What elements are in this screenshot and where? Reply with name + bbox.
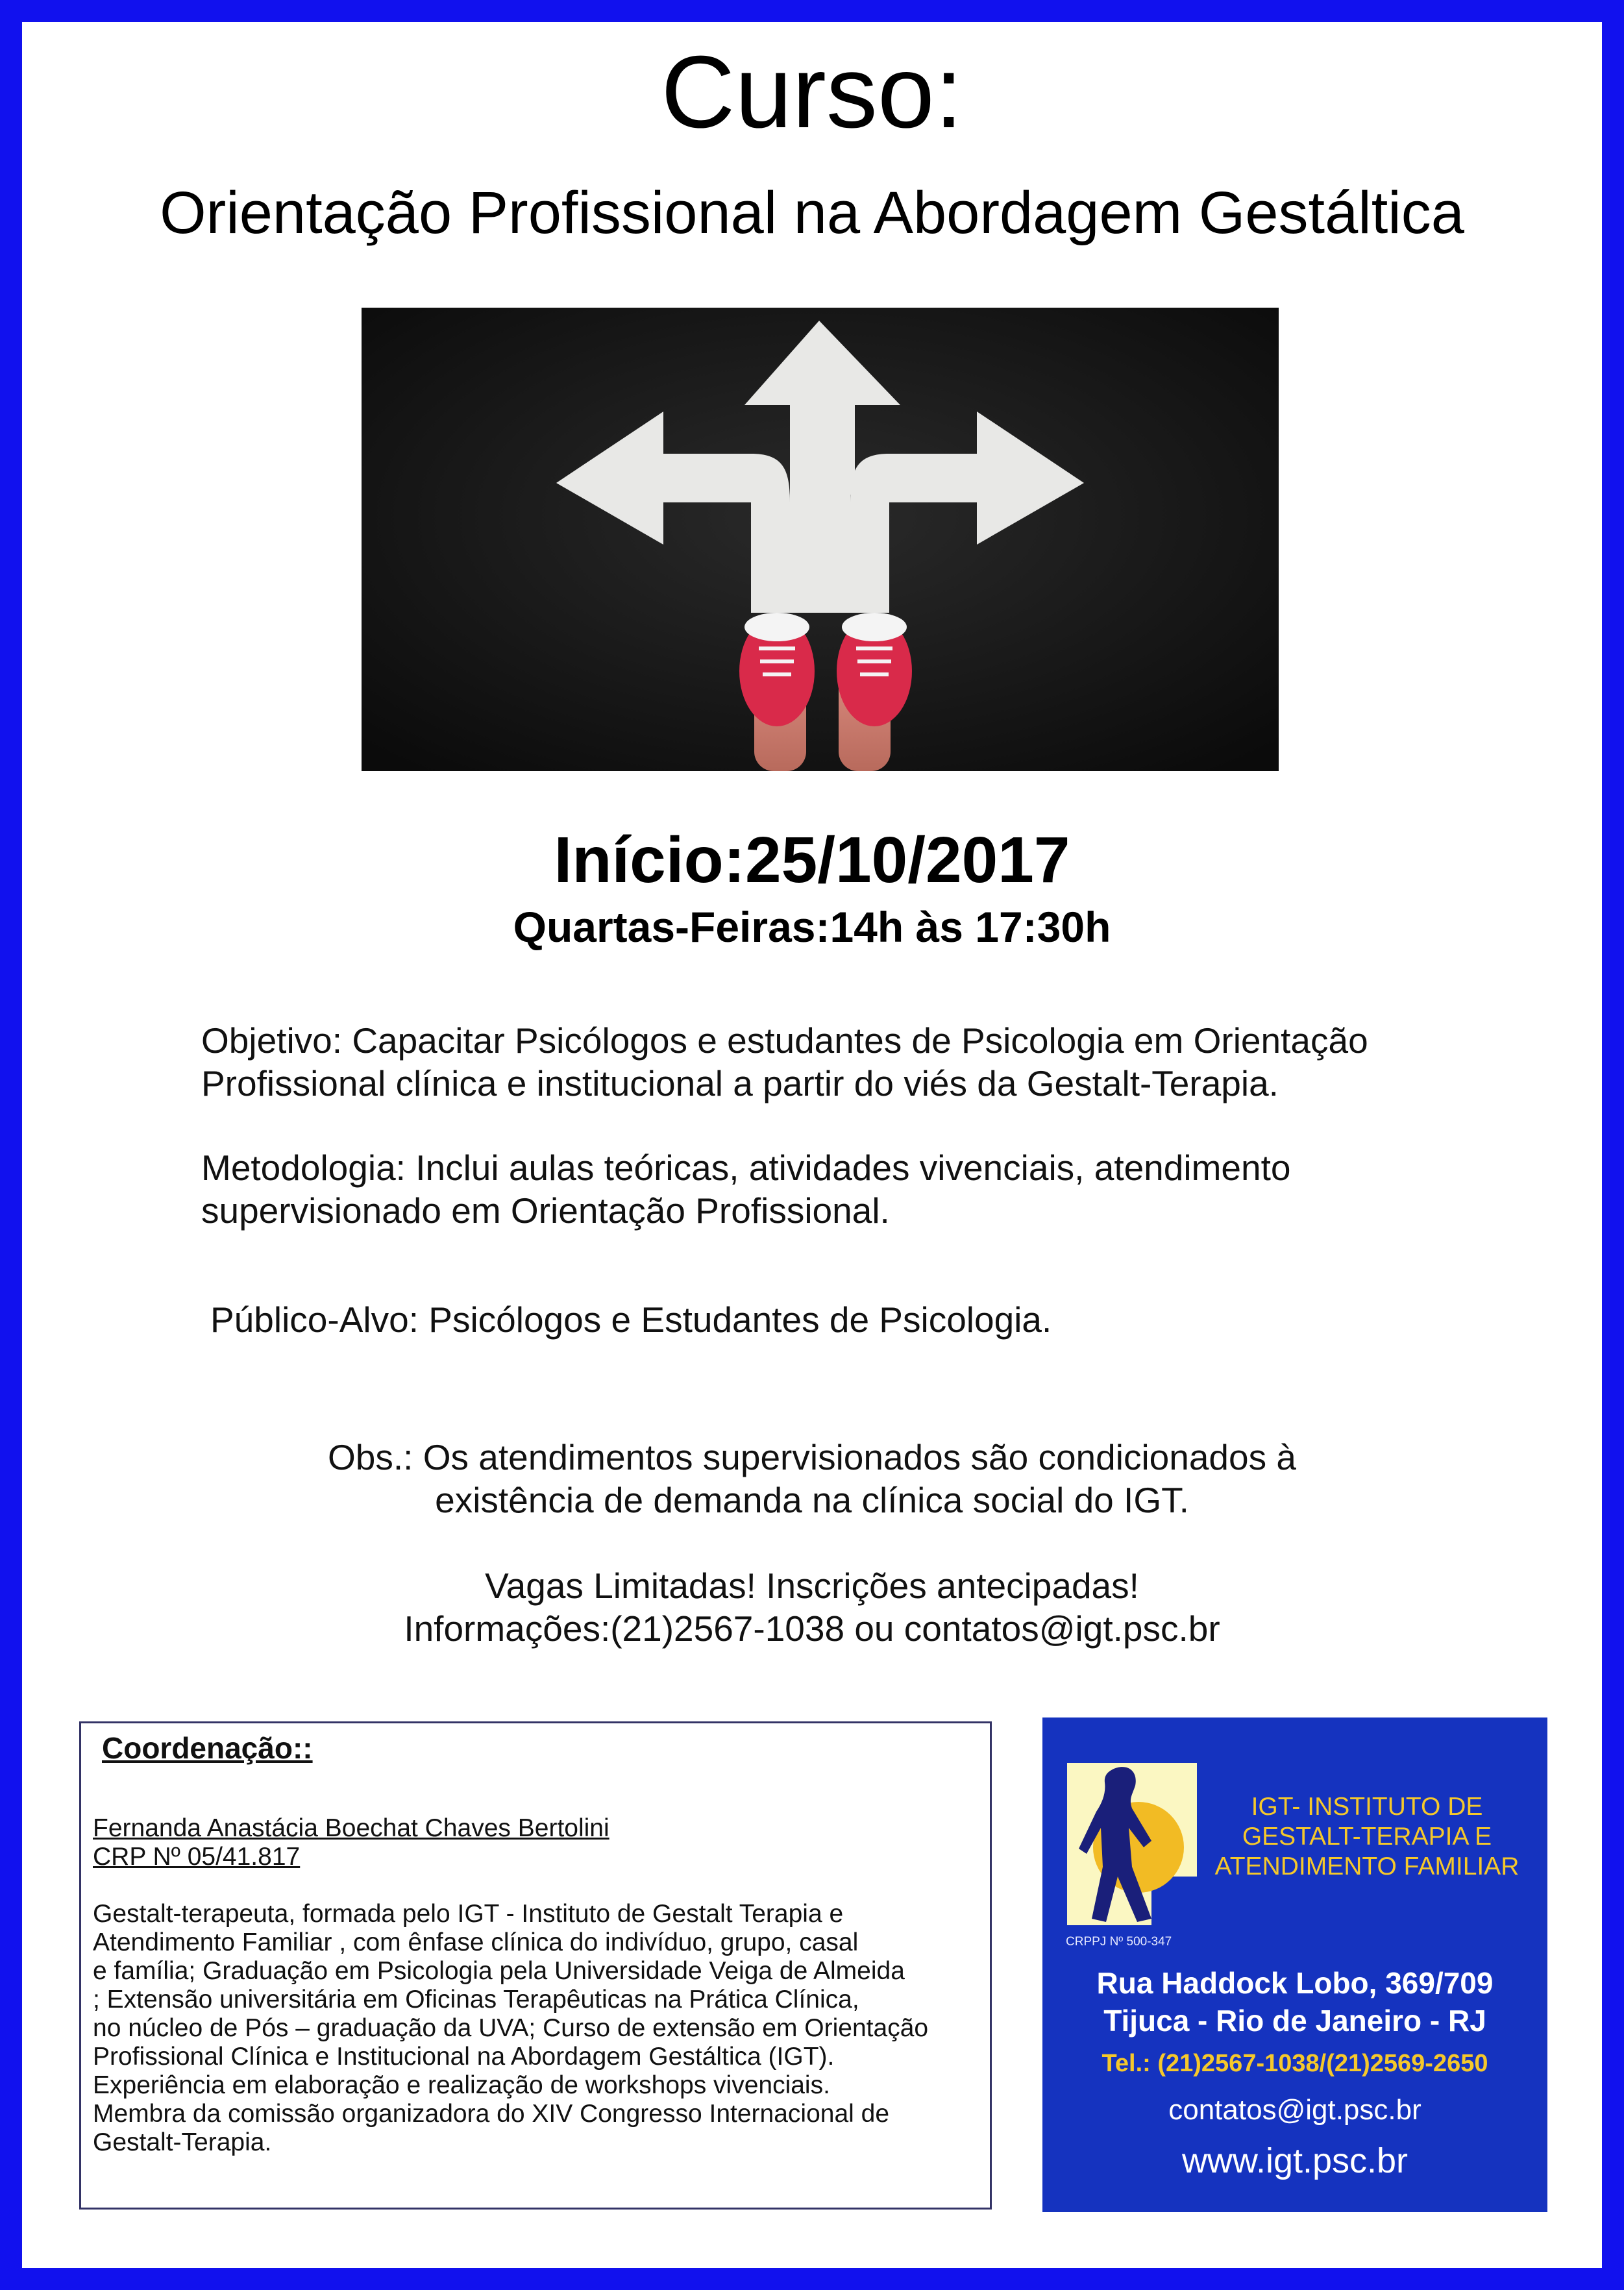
start-date: Início:25/10/2017	[554, 824, 1070, 896]
objective-line-1: Objetivo: Capacitar Psicólogos e estudantes de Psicologia em Orientação	[201, 1020, 1368, 1061]
schedule-days: Quartas-Feiras:14h às 17:30h	[513, 903, 1111, 951]
contact-info-text: Informações:(21)2567-1038 ou contatos@igt.psc.br	[404, 1608, 1220, 1649]
address-line-1: Rua Haddock Lobo, 369/709	[1096, 1966, 1494, 2000]
institute-email: contatos@igt.psc.br	[1168, 2094, 1421, 2126]
objective-line-2: Profissional clínica e institucional a partir do viés da Gestalt-Terapia.	[201, 1063, 1279, 1103]
coordinator-crp: CRP Nº 05/41.817	[93, 1843, 301, 1871]
coordinator-name: Fernanda Anastácia Boechat Chaves Bertolini	[93, 1814, 609, 1842]
arrows-crossroads-photo	[362, 308, 1279, 771]
institute-name: IGT- INSTITUTO DE GESTALT-TERAPIA E ATENDIMENTO FAMILIAR	[1214, 1793, 1519, 1880]
coordination-heading: Coordenação::	[102, 1731, 313, 1765]
coordinator-bio: Gestalt-terapeuta, formada pelo IGT - Instituto de Gestalt Terapia e Atendimento Familiar , com ênfase clínica do indivíduo, grupo, casal e família; Graduação em Psicologia pela Universidade Veiga de Almeida ; Extensão universitária em Oficinas Terapêuticas na Prática Clínica, no núcleo de Pós – graduação da UVA; Curso de extensão em Orientação Profissional Clínica e Institucional na Abordagem Gestáltica (IGT). Experiência em elaboração e realização de workshops vivenciais. Membra da comissão organizadora do XIV Congresso Internacional de Gestalt-Terapia.	[93, 1900, 929, 2156]
audience-paragraph: Público-Alvo: Psicólogos e Estudantes de Psicologia.	[210, 1299, 1052, 1340]
igt-logo-icon	[1067, 1763, 1197, 1928]
observation-line-2: existência de demanda na clínica social do IGT.	[435, 1480, 1189, 1520]
registration-info	[0, 1564, 1624, 1650]
institute-box	[1042, 1718, 1547, 2212]
methodology-paragraph	[201, 1146, 1499, 1232]
coordination-box	[79, 1721, 992, 2210]
course-subtitle: Orientação Profissional na Abordagem Gestáltica	[160, 180, 1464, 246]
address-line-2: Tijuca - Rio de Janeiro - RJ	[1103, 2004, 1486, 2038]
methodology-line-2: supervisionado em Orientação Profissional.	[201, 1190, 890, 1231]
institute-crppj: CRPPJ Nº 500-347	[1066, 1935, 1172, 1949]
methodology-line-1: Metodologia: Inclui aulas teóricas, atividades vivenciais, atendimento	[201, 1148, 1291, 1188]
observation	[0, 1436, 1624, 1521]
course-title: Curso:	[661, 35, 963, 149]
institute-phone: Tel.: (21)2567-1038/(21)2569-2650	[1101, 2050, 1488, 2077]
limited-spots-text: Vagas Limitadas! Inscrições antecipadas!	[485, 1566, 1139, 1606]
observation-line-1: Obs.: Os atendimentos supervisionados são condicionados à	[328, 1437, 1296, 1477]
objective-paragraph	[201, 1019, 1499, 1105]
institute-website: www.igt.psc.br	[1181, 2141, 1409, 2180]
